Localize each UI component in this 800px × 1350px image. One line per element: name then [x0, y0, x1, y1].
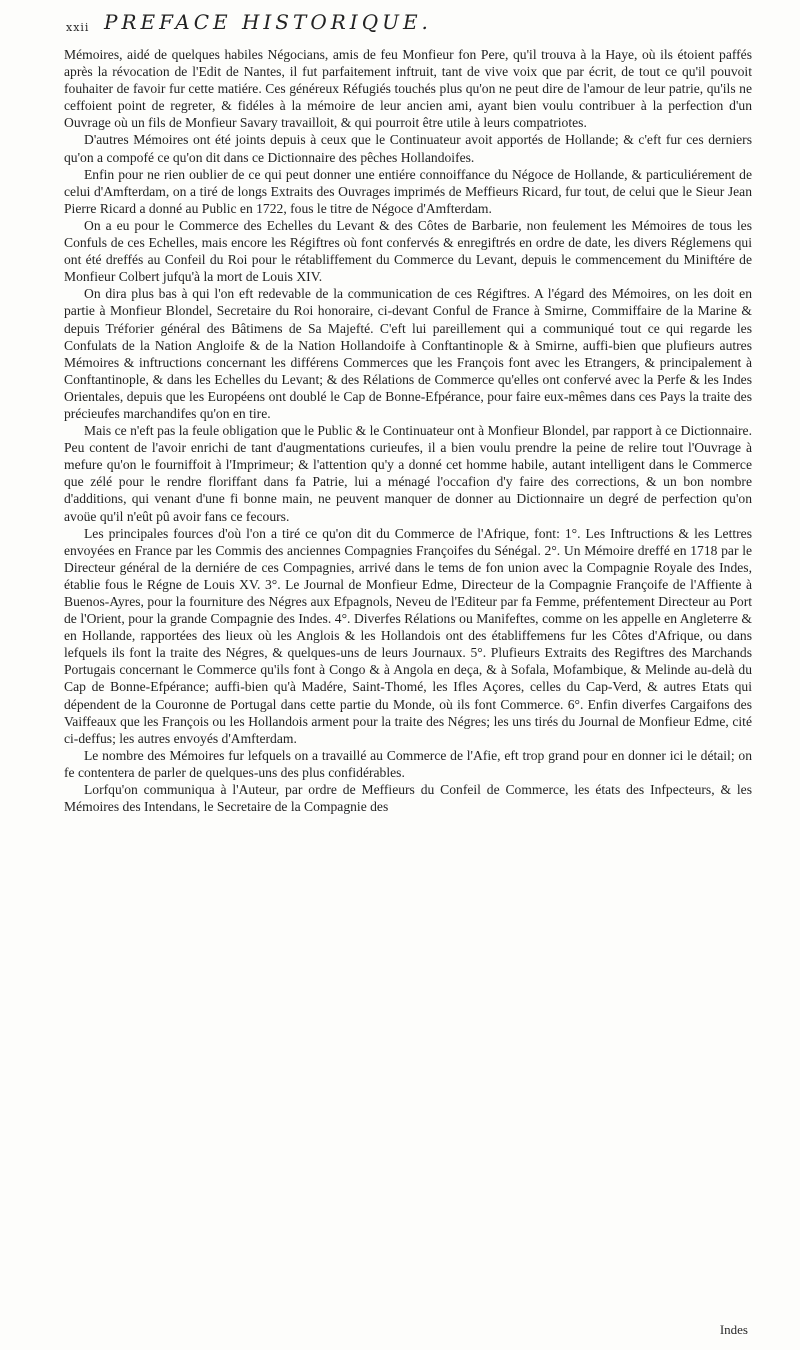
catchword: Indes: [719, 1322, 748, 1337]
paragraph: On a eu pour le Commerce des Echelles du Levant & des Côtes de Barbarie, non feulement les Mémoires de tous les Confuls de ces Echelles, mais encore les Régiftres où font confervés & enregiftrés en ordre de date, les divers Réglemens qui ont été dreffés au Confeil du Roi pour le rétabliffement du Commerce du Levant, depuis le commencement du Miniftére de Monfieur Colbert jufqu'à la mort de Louis XIV.: [64, 217, 752, 285]
paragraph: Lorfqu'on communiqua à l'Auteur, par ordre de Meffieurs du Confeil de Commerce, les états des Infpecteurs, & les Mémoires des Intendans, le Secretaire de la Compagnie des: [64, 782, 752, 815]
page-number: xxii: [66, 21, 90, 34]
running-header: [66, 10, 736, 38]
paragraph: Enfin pour ne rien oublier de ce qui peut donner une entiére connoiffance du Négoce de Hollande, & particuliérement de celui d'Amfterdam, on a tiré de longs Extraits des Ouvrages imprimés de Meffieurs Ricard, fur tout, de celui que le Sieur Jean Pierre Ricard a donné au Public en 1722, fous le titre de Négoce d'Amfterdam.: [64, 166, 752, 216]
paragraph: Le nombre des Mémoires fur lefquels on a travaillé au Commerce de l'Afie, eft trop grand pour en donner ici le détail; on fe contentera de parler de quelques-uns des plus confidérables.: [64, 747, 752, 780]
paragraph: On dira plus bas à qui l'on eft redevable de la communication de ces Régiftres. A l'égard des Mémoires, on les doit en partie à Monfieur Blondel, Secretaire du Roi honoraire, ci-devant Conful de France à Smirne, Commiffaire de la Marine & depuis Tréforier général des Bâtimens de Sa Majefté. C'eft lui pareillement qui a communiqué tout ce qui regarde les Confulats de la Nation Angloife & de la Nation Hollandoife à Conftantinople & à Smirne, auffi-bien que plufieurs autres Mémoires & inftructions concernant les différens Commerces que les François font avec les Etrangers, & principalement à Conftantinople, & dans les Echelles du Levant; & des Rélations de Commerce qu'elles ont confervé avec la Perfe & les Indes Orientales, depuis que les Européens ont doublé le Cap de Bonne-Efpérance, pour faire eux-mêmes dans ces Pays la traite des précieufes marchandifes qu'on en tire.: [64, 286, 752, 421]
paragraph: Mémoires, aidé de quelques habiles Négocians, amis de feu Monfieur fon Pere, qu'il trouva à la Haye, où ils étoient paffés après la révocation de l'Edit de Nantes, il fut parfaitement inftruit, tant de vive voix que par écrit, de tout ce qu'il pouvoit fouhaiter de favoir fur cette matiére. Ces généreux Réfugiés touchés plus qu'on ne peut dire de l'amour de leur patrie, qu'ils ne ceffoient point de regreter, & fidéles à la mémoire de leur ancien ami, ayant bien voulu contribuer à la perfection d'un Ouvrage où un fils de Monfieur Savary travailloit, & qui pourroit être utile à leurs compatriotes.: [64, 47, 752, 131]
paragraph: D'autres Mémoires ont été joints depuis à ceux que le Continuateur avoit apportés de Hollande; & c'eft fur ces derniers qu'on a compofé ce qu'on dit dans ce Dictionnaire des pêches Hollandoifes.: [64, 132, 752, 165]
paragraph: Les principales fources d'où l'on a tiré ce qu'on dit du Commerce de l'Afrique, font: 1°. Les Inftructions & les Lettres envoyées en France par les Commis des anciennes Compagnies Françoifes du Sénégal. 2°. Un Mémoire dreffé en 1718 par le Directeur général de la derniére de ces Compagnies, arrivé dans le tems de fon union avec la Compagnie Royale des Indes, établie fous le Régne de Louis XV. 3°. Le Journal de Monfieur Edme, Directeur de la Compagnie Françoife de l'Affiente à Buenos-Ayres, pour la fourniture des Négres aux Efpagnols, Neveu de l'Editeur par fa Femme, préfentement Directeur au Port de l'Orient, pour la grande Compagnie des Indes. 4°. Diverfes Rélations ou Manifeftes, comme on les appelle en Angleterre & en Hollande, rapportées des lieux où les Anglois & les Hollandois ont des établiffemens fur les Côtes d'Afrique, ou dans lefquels ils font la traite des Négres, & quelques-uns de leurs Journaux. 5°. Plufieurs Extraits des Regiftres des Marchands Portugais concernant le Commerce qu'ils font à Congo & à Angola en deça, & à Sofala, Mofambique, & Melinde au-delà du Cap de Bonne-Efpérance; auffi-bien qu'à Madére, Saint-Thomé, les Ifles Açores, celles du Cap-Verd, & autres Etats qui dépendent de la Couronne de Portugal dans cette partie du Monde, où ils font Commerce. 6°. Enfin diverfes Cargaifons des Vaiffeaux que les François ou les Hollandois arment pour la traite des Négres; les uns tirés du Journal de Monfieur Edme, cité ci-deffus; les autres envoyés d'Amfterdam.: [64, 525, 752, 746]
paragraph: Mais ce n'eft pas la feule obligation que le Public & le Continuateur ont à Monfieur Blondel, par rapport à ce Dictionnaire. Peu content de l'avoir enrichi de tant d'augmentations curieufes, il a bien voulu prendre la peine de relire tout l'Ouvrage à mefure qu'on le fourniffoit à l'Imprimeur; & l'attention qu'y a donné cet homme habile, autant intelligent dans le Commerce que zélé pour le rendre floriffant dans fa Patrie, lui a ménagé l'occafion d'y faire des corrections, & un bon nombre d'additions, qui venant d'une fi bonne main, ne peuvent manquer de donner au Dictionnaire un degré de perfection qu'on avoüe qu'il n'eût pû avoir fans ce fecours.: [64, 423, 752, 524]
page-title: PREFACE HISTORIQUE.: [104, 10, 432, 34]
body-text: [64, 46, 752, 1336]
